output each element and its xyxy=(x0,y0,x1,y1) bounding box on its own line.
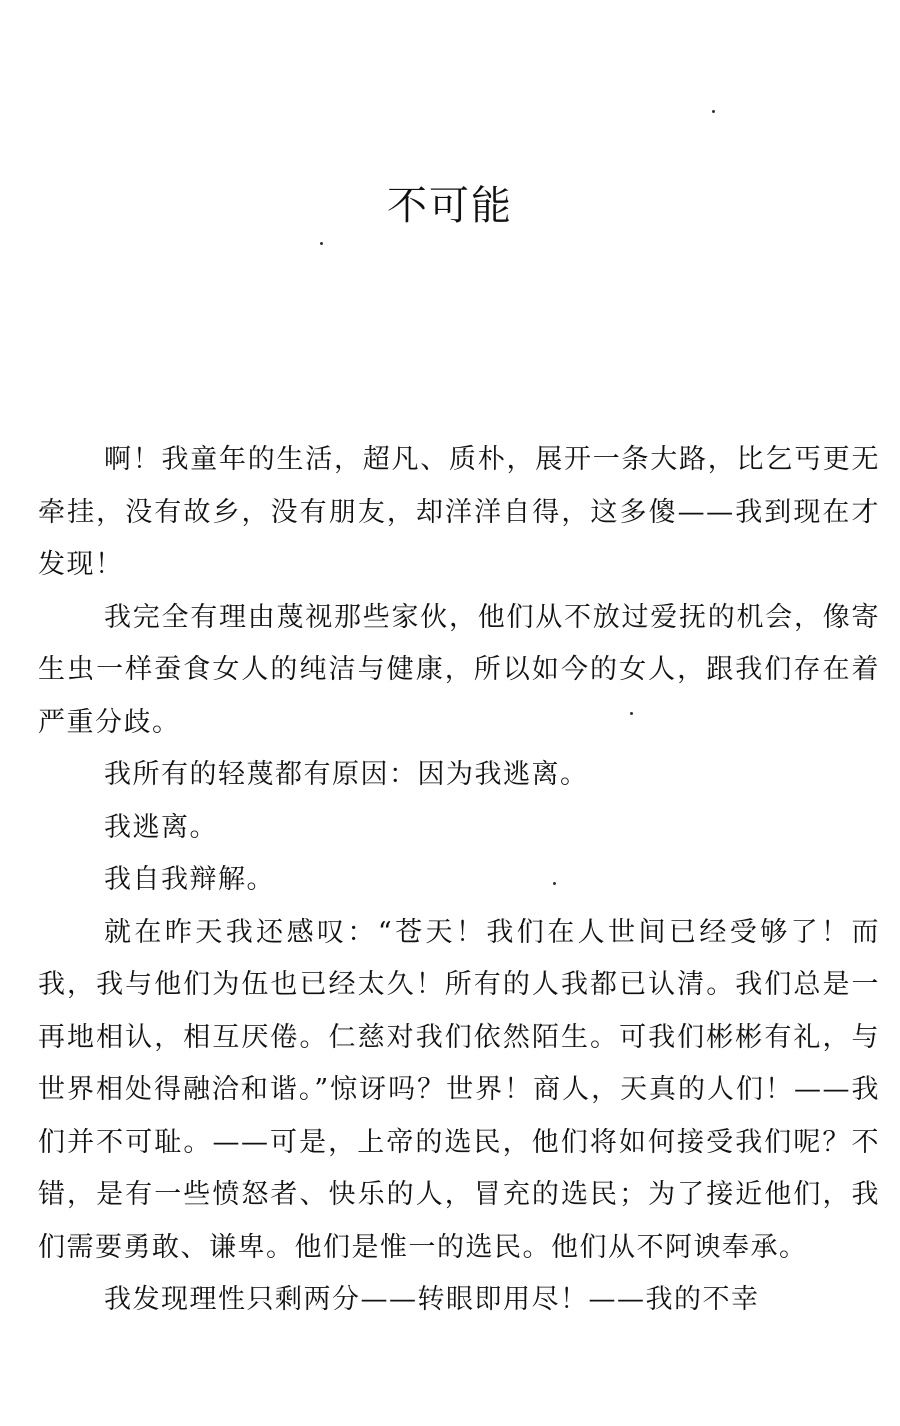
body-text xyxy=(38,434,880,1327)
paragraph: 我所有的轻蔑都有原因：因为我逃离。 xyxy=(104,759,589,790)
paragraph: 我发现理性只剩两分——转眼即用尽！——我的不幸 xyxy=(104,1284,760,1315)
paragraph: 我自我辩解。 xyxy=(104,864,275,895)
paragraph: 我完全有理由蔑视那些家伙，他们从不放过爱抚的机会，像寄生虫一样蚕食女人的纯洁与健康，所以如今的女人，跟我们存在着严重分歧。 xyxy=(38,601,880,738)
paragraph: 就在昨天我还感叹：“苍天！我们在人世间已经受够了！而我，我与他们为伍也已经太久！所有的人我都已认清。我们总是一再地相认，相互厌倦。仁慈对我们依然陌生。可我们彬彬有礼，与世界相处得融洽和谐。”惊讶吗？世界！商人，天真的人们！——我们并不可耻。——可是，上帝的选民，他们将如何接受我们呢？不错，是有一些愤怒者、快乐的人，冒充的选民；为了接近他们，我们需要勇敢、谦卑。他们是惟一的选民。他们从不阿谀奉承。 xyxy=(38,916,880,1263)
print-speck xyxy=(320,242,323,245)
paragraph: 我逃离。 xyxy=(104,811,218,843)
paragraph: 啊！我童年的生活，超凡、质朴，展开一条大路，比乞丐更无牵挂，没有故乡，没有朋友，却洋洋自得，这多傻——我到现在才发现！ xyxy=(38,444,880,580)
chapter-title: 不可能 xyxy=(387,183,513,229)
print-speck xyxy=(712,110,715,113)
